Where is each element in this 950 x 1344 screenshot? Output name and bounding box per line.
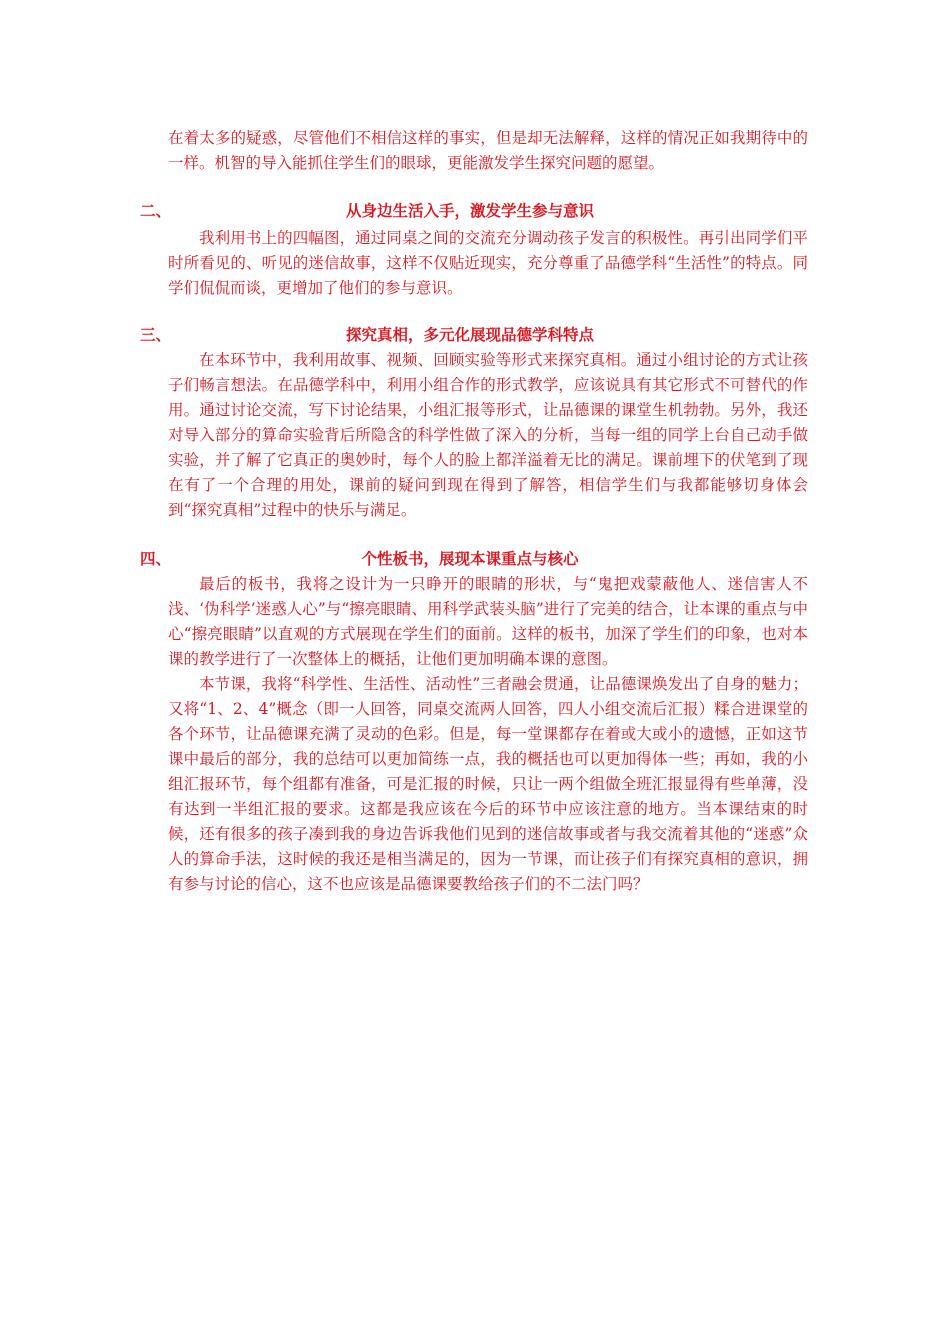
body-paragraph: 最后的板书，我将之设计为一只睁开的眼睛的形状，与“鬼把戏蒙蔽他人、迷信害人不浅、‘伪科学’迷惑人心”与“擦亮眼睛、用科学武装头脑”进行了完美的结合，让本课的重点与中心“擦亮眼睛”以直观的方式展现在学生们的面前。这样的板书，加深了学生们的印象，也对本课的教学进行了一次整体上的概括，让他们更加明确本课的意图。 — [168, 575, 808, 668]
section-heading-2 — [140, 198, 820, 224]
intro-paragraph-block — [168, 126, 808, 176]
section-title-3: 探究真相，多元化展现品德学科特点 — [345, 325, 594, 344]
body-paragraph: 本节课，我将“科学性、生活性、活动性”三者融会贯通，让品德课焕发出了自身的魅力；又将“1、2、4”概念（即一人回答，同桌交流两人回答，四人小组交流后汇报）糅合进课堂的各个环节，让品德课充满了灵动的色彩。但是，每一堂课都存在着或大或小的遗憾，正如这节课中最后的部分，我的总结可以更加简练一点，我的概括也可以更加得体一些；再如，我的小组汇报环节，每个组都有准备，可是汇报的时候，只让一两个组做全班汇报显得有些单薄，没有达到一半组汇报的要求。这都是我应该在今后的环节中应该注意的地方。当本课结束的时候，还有很多的孩子凑到我的身边告诉我他们见到的迷信故事或者与我交流着其他的“迷惑”众人的算命手法，这时候的我还是相当满足的，因为一节课，而让孩子们有探究真相的意识，拥有参与讨论的信心，这不也应该是品德课要教给孩子们的不二法门吗？ — [168, 675, 808, 893]
section-heading-4 — [140, 546, 820, 572]
section-number-2: 二、 — [140, 201, 172, 220]
section-number-3: 三、 — [140, 325, 172, 344]
section-body-4 — [168, 572, 808, 897]
section-body-2 — [168, 226, 808, 301]
section-number-4: 四、 — [140, 549, 172, 568]
section-body-3 — [168, 348, 808, 523]
body-paragraph: 在本环节中，我利用故事、视频、回顾实验等形式来探究真相。通过小组讨论的方式让孩子们畅言想法。在品德学科中，利用小组合作的形式教学，应该说具有其它形式不可替代的作用。通过讨论交流，写下讨论结果，小组汇报等形式，让品德课的课堂生机勃勃。另外，我还对导入部分的算命实验背后所隐含的科学性做了深入的分析，当每一组的同学上台自己动手做实验，并了解了它真正的奥妙时，每个人的脸上都洋溢着无比的满足。课前埋下的伏笔到了现在有了一个合理的用处，课前的疑问到现在得到了解答，相信学生们与我都能够切身体会到“探究真相”过程中的快乐与满足。 — [168, 351, 808, 519]
section-heading-3 — [140, 322, 820, 348]
intro-paragraph: 在着太多的疑惑，尽管他们不相信这样的事实，但是却无法解释，这样的情况正如我期待中的一样。机智的导入能抓住学生们的眼球，更能激发学生探究问题的愿望。 — [168, 129, 808, 172]
section-title-4: 个性板书，展现本课重点与核心 — [361, 549, 579, 568]
section-title-2: 从身边生活入手，激发学生参与意识 — [345, 201, 594, 220]
body-paragraph: 我利用书上的四幅图，通过同桌之间的交流充分调动孩子发言的积极性。再引出同学们平时所看见的、听见的迷信故事，这样不仅贴近现实，充分尊重了品德学科“生活性”的特点。同学们侃侃而谈，更增加了他们的参与意识。 — [168, 229, 808, 297]
